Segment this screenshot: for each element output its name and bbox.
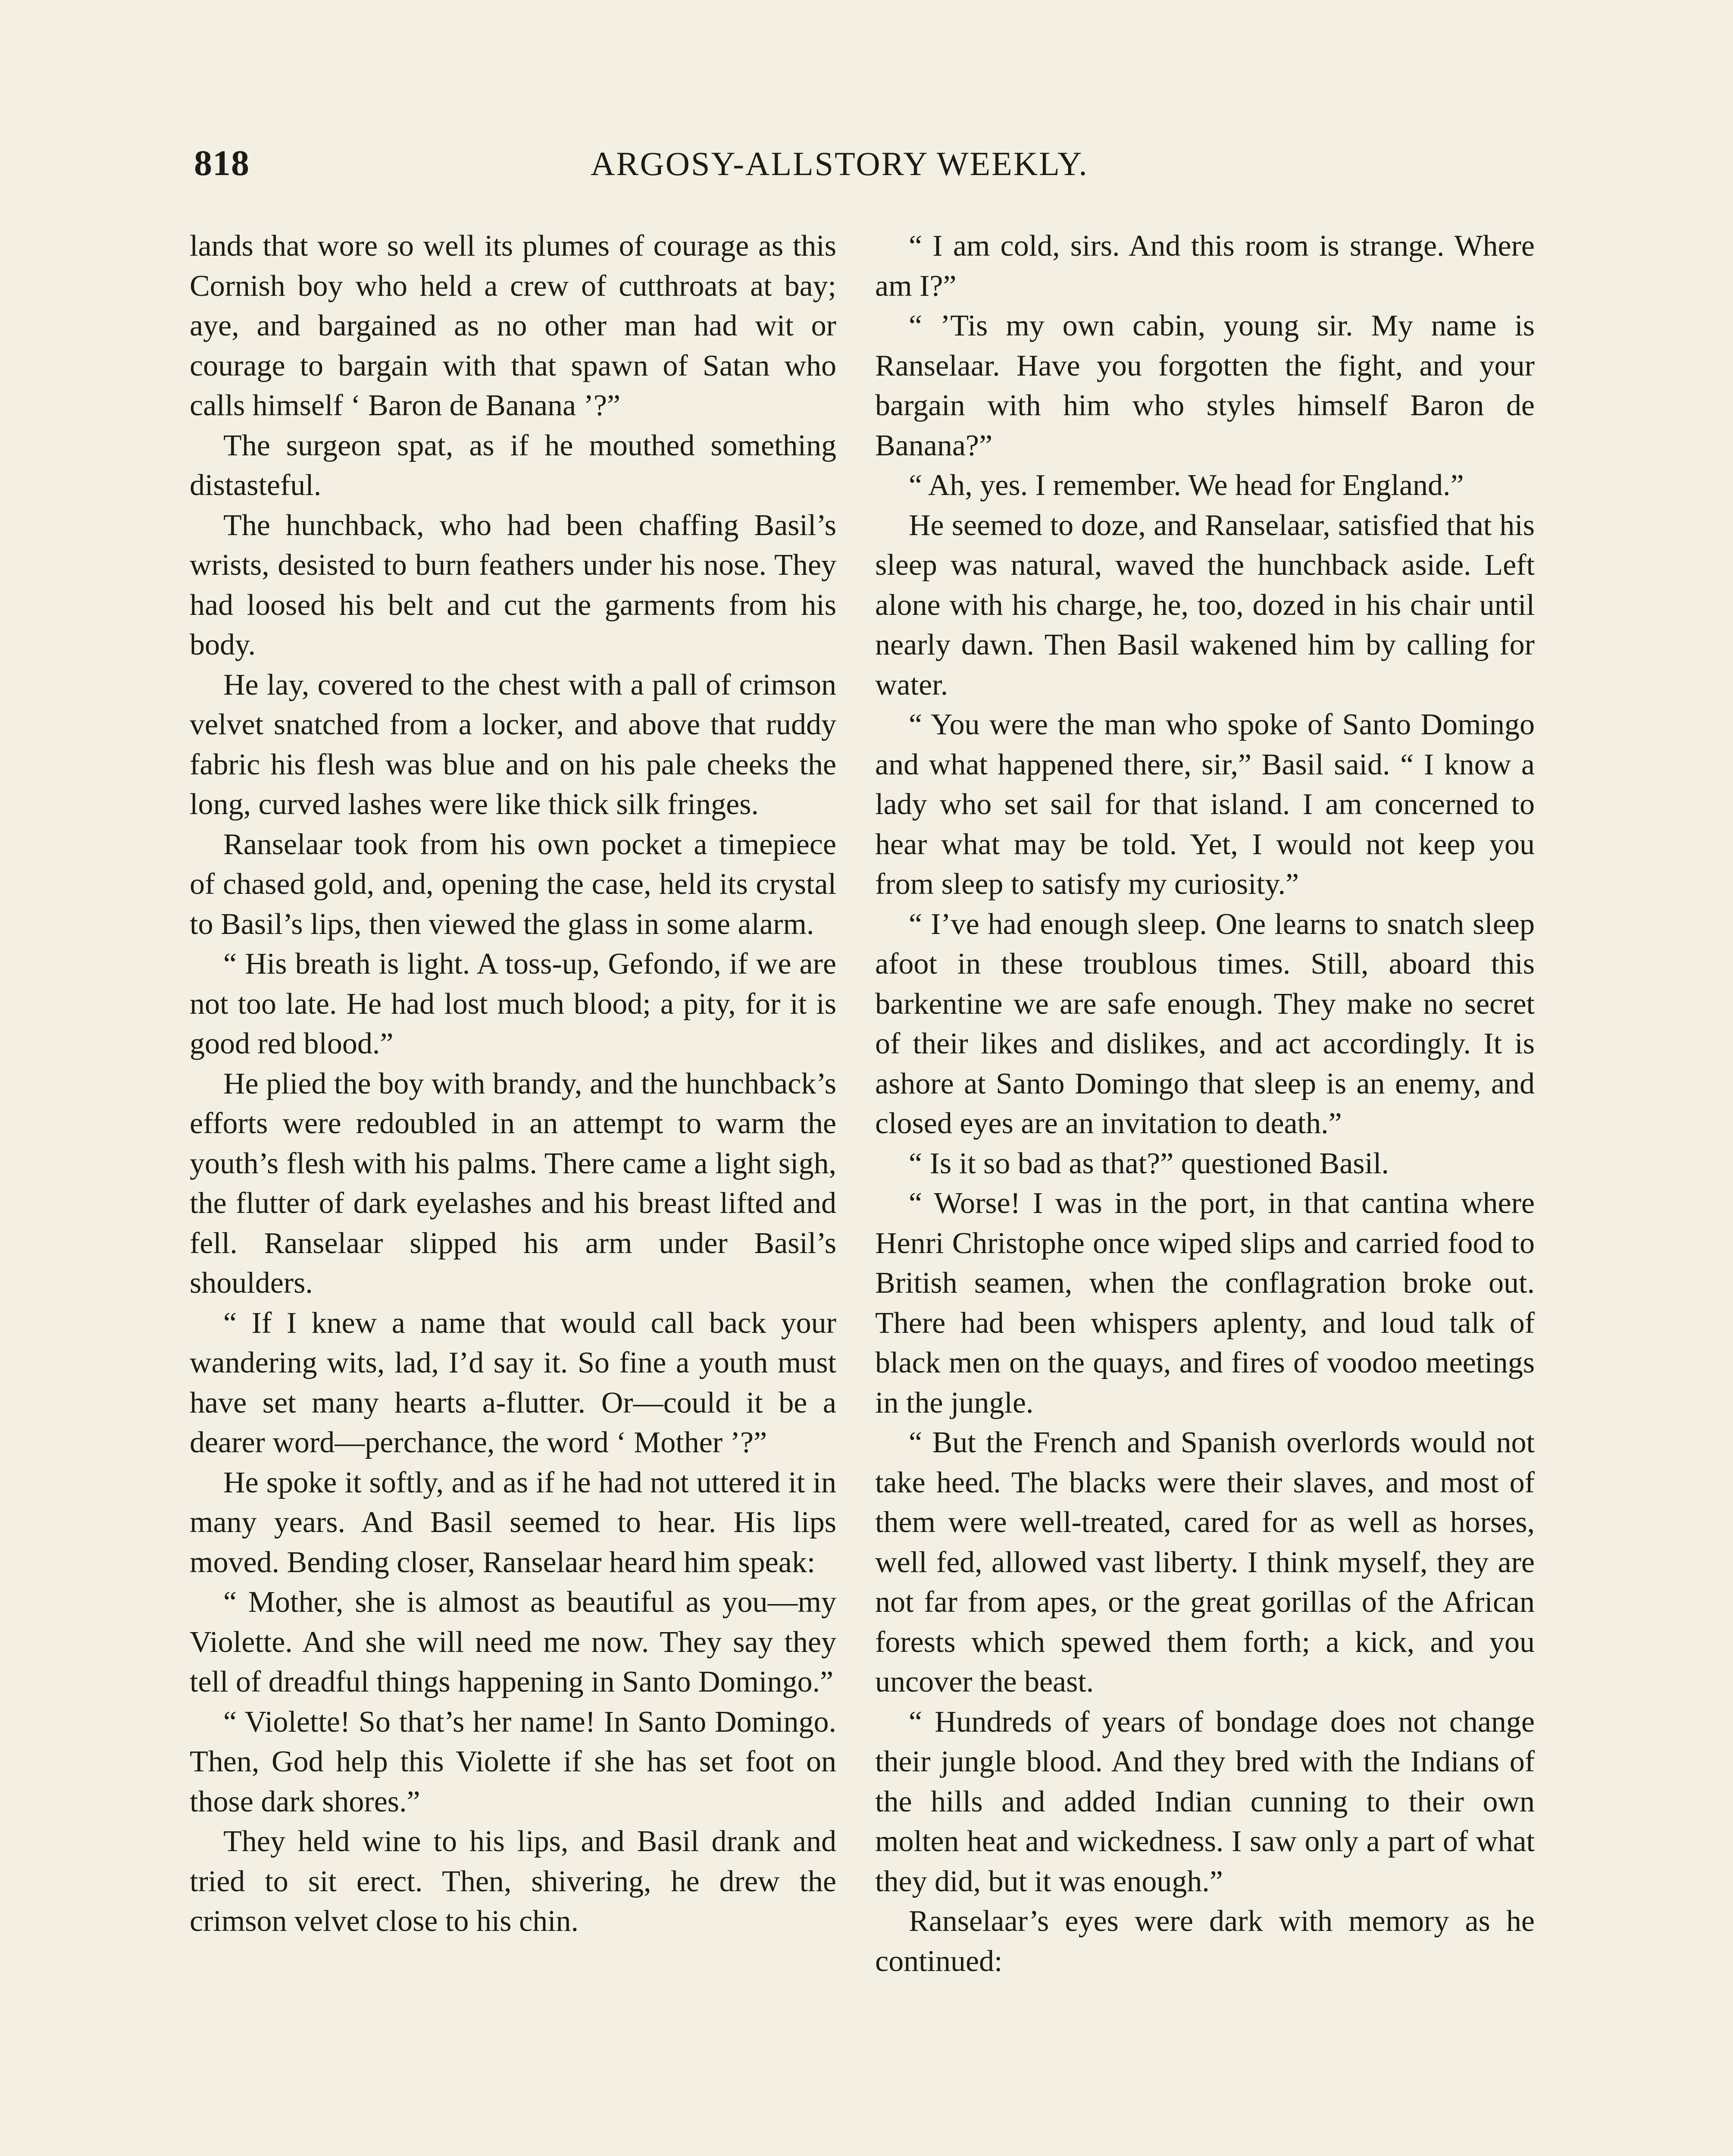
paragraph: He seemed to doze, and Ranselaar, satisfied that his sleep was natural, waved the hunchback aside. Left alone with his charge, he, too, dozed in his chair until nearly dawn. Then Basil wakened him by calling for water.	[875, 508, 1535, 702]
paragraph: “ Is it so bad as that?” questioned Basil.	[909, 1147, 1389, 1180]
page-number: 818	[194, 143, 250, 183]
paragraph: He spoke it softly, and as if he had not uttered it in many years. And Basil seemed to hear. His lips moved. Bending closer, Ranselaar heard him speak:	[190, 1466, 836, 1579]
paragraph: “ Ah, yes. I remember. We head for England.”	[909, 469, 1464, 502]
paragraph: “ If I knew a name that would call back your wandering wits, lad, I’d say it. So fine a youth must have set many hearts a-flutter. Or—could it be a dearer word—perchance, the word ‘ Mother ’?”	[190, 1306, 836, 1459]
paragraph: He lay, covered to the chest with a pall of crimson velvet snatched from a locker, and above that ruddy fabric his flesh was blue and on his pale cheeks the long, curved lashes were like thick silk fringes.	[190, 668, 836, 821]
paragraph: Ranselaar took from his own pocket a timepiece of chased gold, and, opening the case, held its crystal to Basil’s lips, then viewed the glass in some alarm.	[190, 827, 836, 941]
paragraph: “ But the French and Spanish overlords would not take heed. The blacks were their slaves, and most of them were well-treated, cared for as well as horses, well fed, allowed vast liberty. I think myself, they are not far from apes, or the great gorillas of the African forests which spewed them forth; a kick, and you uncover the beast.	[875, 1426, 1535, 1698]
paragraph: “ Hundreds of years of bondage does not change their jungle blood. And they bred with the Indians of the hills and added Indian cunning to their own molten heat and wickedness. I saw only a part of what they did, but it was enough.”	[875, 1705, 1535, 1898]
paragraph: “ Violette! So that’s her name! In Santo Domingo. Then, God help this Violette if she has set foot on those dark shores.”	[190, 1705, 836, 1818]
paragraph: “ You were the man who spoke of Santo Domingo and what happened there, sir,” Basil said. “ I know a lady who set sail for that island. I am concerned to hear what may be told. Yet, I would not keep you from sleep to satisfy my curiosity.”	[875, 708, 1535, 901]
paragraph: “ Mother, she is almost as beautiful as you—my Violette. And she will need me now. They say they tell of dreadful things happening in Santo Domingo.”	[190, 1586, 836, 1698]
paragraph: “ I am cold, sirs. And this room is strange. Where am I?”	[875, 229, 1535, 303]
paragraph: “ His breath is light. A toss-up, Gefondo, if we are not too late. He had lost much blood; a pity, for it is good red blood.”	[190, 947, 836, 1060]
paragraph: The surgeon spat, as if he mouthed something distasteful.	[190, 429, 836, 502]
paragraph: The hunchback, who had been chaffing Basil’s wrists, desisted to burn feathers under his nose. They had loosed his belt and cut the garments from his body.	[190, 508, 836, 661]
right-column	[875, 226, 1535, 1981]
left-column	[190, 226, 836, 1942]
paragraph: lands that wore so well its plumes of courage as this Cornish boy who held a crew of cutthroats at bay; aye, and bargained as no other man had wit or courage to bargain with that spawn of Satan who calls himself ‘ Baron de Banana ’?”	[190, 229, 836, 422]
running-head: ARGOSY-ALLSTORY WEEKLY.	[591, 145, 1089, 182]
paragraph: “ Worse! I was in the port, in that cantina where Henri Christophe once wiped slips and carried food to British seamen, when the conflagration broke out. There had been whispers aplenty, and loud talk of black men on the quays, and fires of voodoo meetings in the jungle.	[875, 1187, 1535, 1420]
paragraph: “ I’ve had enough sleep. One learns to snatch sleep afoot in these troublous times. Still, aboard this barkentine we are safe enough. They make no secret of their likes and dislikes, and act accordingly. It is ashore at Santo Domingo that sleep is an enemy, and closed eyes are an invitation to death.”	[875, 907, 1535, 1140]
paragraph: Ranselaar’s eyes were dark with memory as he continued:	[875, 1905, 1535, 1978]
paragraph: “ ’Tis my own cabin, young sir. My name is Ranselaar. Have you forgotten the fight, and your bargain with him who styles himself Baron de Banana?”	[875, 309, 1535, 462]
paragraph: He plied the boy with brandy, and the hunchback’s efforts were redoubled in an attempt to warm the youth’s flesh with his palms. There came a light sigh, the flutter of dark eyelashes and his breast lifted and fell. Ranselaar slipped his arm under Basil’s shoulders.	[190, 1067, 836, 1300]
paragraph: They held wine to his lips, and Basil drank and tried to sit erect. Then, shivering, he drew the crimson velvet close to his chin.	[190, 1825, 836, 1938]
